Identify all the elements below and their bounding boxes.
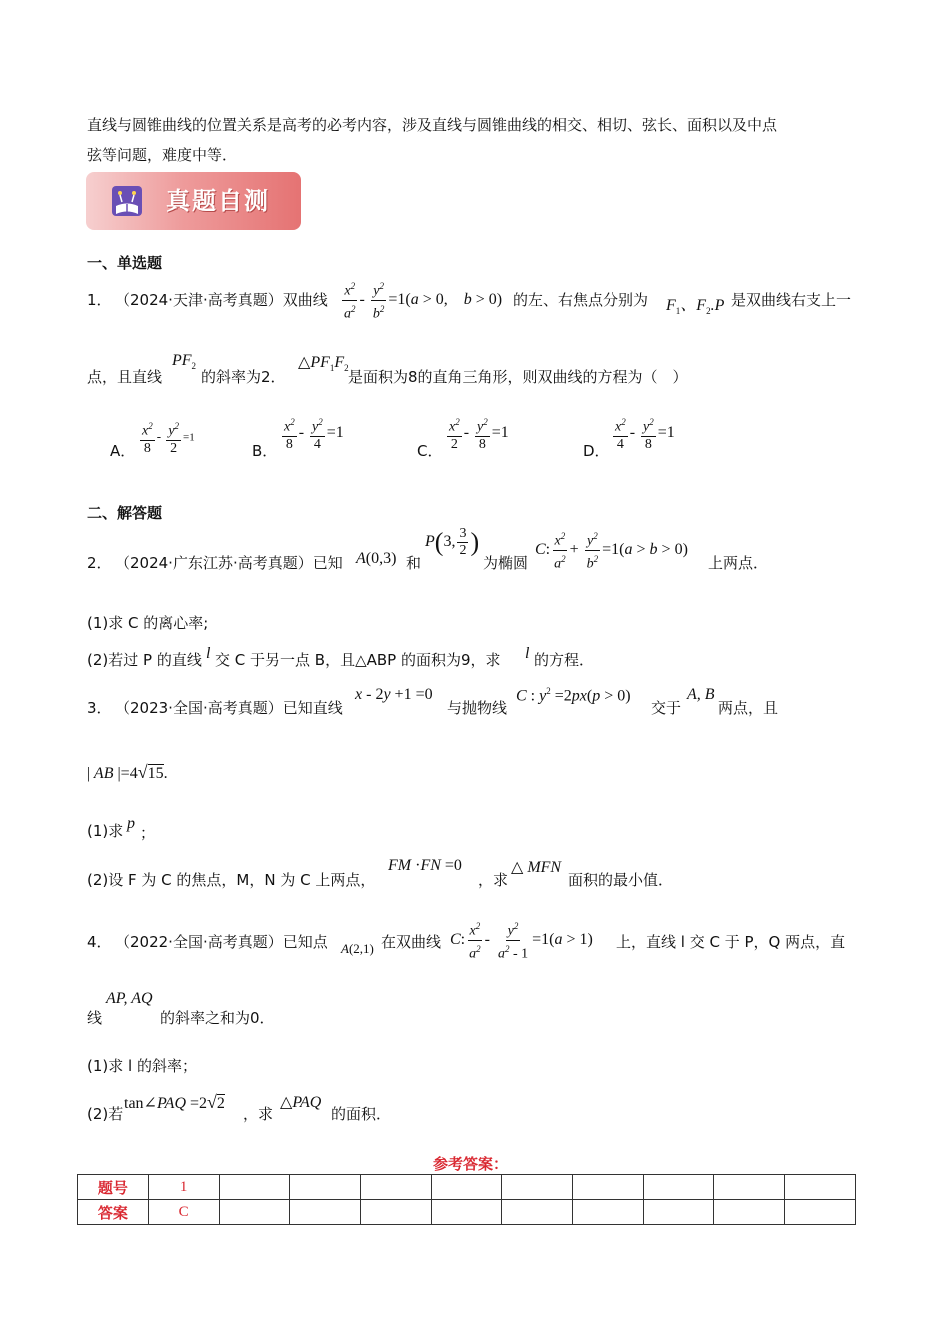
answer-value-cell: [643, 1200, 714, 1225]
q3-triangle-mfn: △ MFN: [511, 859, 562, 876]
answer-number-cell: [502, 1175, 573, 1200]
q4-number: 4．: [87, 933, 112, 951]
q1-option-c-equation[interactable]: $\frac{x^2}{2}$ - $\frac{y^2}{8}$ =1: [445, 414, 509, 453]
q4-tail: 上，直线 l 交 C 于 P，Q 两点，直: [616, 933, 846, 951]
answer-value-cell: [714, 1200, 785, 1225]
q4-point-a: A(2,1): [341, 941, 374, 956]
answer-number-cell: [219, 1175, 290, 1200]
answer-value-cell: [785, 1200, 856, 1225]
answer-number-cell: [643, 1175, 714, 1200]
q1-triangle: $\triangle PF_1F_2$: [298, 354, 349, 374]
q2-point-a: A(0,3): [356, 550, 397, 567]
banner-title: 真题自测: [166, 187, 270, 215]
q1-source: （2024·天津·高考真题）双曲线: [115, 291, 328, 309]
q1-option-c-label[interactable]: C．: [417, 442, 443, 460]
q1-option-a-label[interactable]: A．: [110, 442, 136, 460]
intro-line-2: 弦等问题，难度中等．: [87, 146, 238, 164]
answer-number-cell: 1: [148, 1175, 219, 1200]
q1-line2-b: 的斜率为2．: [201, 368, 286, 386]
q1-line-pf2: $PF_2$: [172, 352, 197, 372]
answer-number-cell: [290, 1175, 361, 1200]
q3-points-ab: A, B: [687, 686, 715, 703]
q2-ellipse-equation: C: $\frac{x^2}{a^2}$ + $\frac{y^2}{b^2}$ =1(a > b > 0): [535, 528, 688, 572]
answer-value-cell: C: [148, 1200, 219, 1225]
q2-part-1: (1)求 C 的离心率;: [87, 614, 209, 632]
q4-part-2-c: 的面积．: [331, 1105, 392, 1123]
answer-row-label: 答案: [78, 1200, 149, 1225]
q3-number: 3．: [87, 699, 112, 717]
q2-tail: 上两点．: [708, 554, 769, 572]
q4-part-1: (1)求 l 的斜率；: [87, 1057, 197, 1075]
answer-number-cell: [573, 1175, 644, 1200]
q3-parabola-equation: C : $y^2 =2px(p > 0)$: [516, 686, 631, 705]
q1-option-a-equation[interactable]: $\frac{x^2}{8}$ - $\frac{y^2}{2}$ =1: [138, 418, 195, 457]
answer-value-cell: [360, 1200, 431, 1225]
q2-number: 2．: [87, 554, 112, 572]
q2-source: （2024·广东江苏·高考真题）已知: [115, 554, 343, 572]
answer-number-cell: [360, 1175, 431, 1200]
q4-part-2-b: ，求: [243, 1105, 274, 1123]
q4-source: （2022·全国·高考真题）已知点: [115, 933, 328, 951]
q1-hyperbola-equation: $\frac{x^2}{a^2}$ - $\frac{y^2}{b^2}$ =1(a > 0, b > 0): [340, 278, 502, 322]
q4-mid: 在双曲线: [381, 933, 442, 951]
q2-and: 和: [406, 554, 422, 572]
q4-line2-a: 线: [87, 1009, 103, 1027]
q3-line-equation: x - 2y +1 =0: [355, 686, 433, 703]
q4-part-2-a: (2)若: [87, 1105, 124, 1123]
q3-part-2-b: ，求: [478, 871, 509, 889]
q4-lines-ap-aq: AP, AQ: [106, 990, 153, 1007]
q3-mid-2: 交于: [651, 699, 682, 717]
q1-number: 1．: [87, 291, 112, 309]
q1-option-d-equation[interactable]: $\frac{x^2}{4}$ - $\frac{y^2}{8}$ =1: [611, 414, 675, 453]
q1-line2-a: 点，且直线: [87, 368, 163, 386]
q3-part-1: (1)求: [87, 822, 124, 840]
answer-value-cell: [290, 1200, 361, 1225]
answer-number-cell: [785, 1175, 856, 1200]
q3-dot-product: FM ·FN =0: [388, 857, 462, 874]
q2-part-2-c: 的方程．: [534, 651, 595, 669]
q4-triangle-paq: △PAQ: [280, 1094, 322, 1111]
answer-number-cell: [431, 1175, 502, 1200]
q1-option-b-label[interactable]: B．: [252, 442, 278, 460]
q1-option-b-equation[interactable]: $\frac{x^2}{8}$ - $\frac{y^2}{4}$ =1: [280, 414, 344, 453]
q2-mid: 为椭圆: [483, 554, 529, 572]
q2-part-2-b: 交 C 于另一点 B，且△ABP 的面积为9，求: [215, 651, 501, 669]
q2-part-2-a: (2)若过 P 的直线: [87, 651, 202, 669]
answer-table: [77, 1174, 856, 1225]
answer-row-numbers: [78, 1175, 856, 1200]
q1-option-d-label[interactable]: D．: [583, 442, 610, 460]
section-single-choice-title: 一、单选题: [87, 254, 163, 272]
q3-part-2-a: (2)设 F 为 C 的焦点，M，N 为 C 上两点，: [87, 871, 376, 889]
q3-tail: 两点，且: [718, 699, 779, 717]
answer-number-cell: [714, 1175, 785, 1200]
q1-line2-c: 是面积为8的直角三角形，则双曲线的方程为（ ）: [348, 368, 688, 386]
intro-line-1: 直线与圆锥曲线的位置关系是高考的必考内容，涉及直线与圆锥曲线的相交、相切、弦长、面积以及中点: [87, 116, 778, 134]
q3-chord-length: | AB |=4√15.: [87, 762, 168, 782]
q3-part-2-c: 面积的最小值．: [568, 871, 674, 889]
q3-p-var: p: [127, 815, 135, 832]
section-answer-title: 二、解答题: [87, 504, 163, 522]
answer-value-cell: [219, 1200, 290, 1225]
answer-value-cell: [502, 1200, 573, 1225]
q2-line-l-2: l: [525, 645, 530, 662]
q1-tail: 的左、右焦点分别为: [513, 291, 649, 309]
answer-row-values: [78, 1200, 856, 1225]
open-book-icon: [110, 184, 144, 222]
q1-foci: $F_1$、$F_2.P$: [666, 297, 725, 317]
answer-value-cell: [573, 1200, 644, 1225]
q4-hyperbola-equation: C: $\frac{x^2}{a^2}$ - $\frac{y^2}{a^2 - 1}$ =1(a > 1): [450, 918, 593, 962]
q4-tan-condition: tan∠PAQ =2√2: [124, 1092, 225, 1112]
answer-value-cell: [431, 1200, 502, 1225]
q3-mid: 与抛物线: [447, 699, 508, 717]
answer-title: 参考答案：: [433, 1155, 509, 1173]
q4-line2-b: 的斜率之和为0．: [160, 1009, 275, 1027]
q2-line-l: l: [206, 645, 211, 662]
q3-source: （2023·全国·高考真题）已知直线: [115, 699, 343, 717]
answer-row-label: 题号: [78, 1175, 149, 1200]
q3-part-1-end: ；: [140, 824, 156, 842]
q1-tail-2: 是双曲线右支上一: [731, 291, 852, 309]
q2-point-p: P(3, $\frac{3}{2}$ ): [425, 526, 480, 558]
